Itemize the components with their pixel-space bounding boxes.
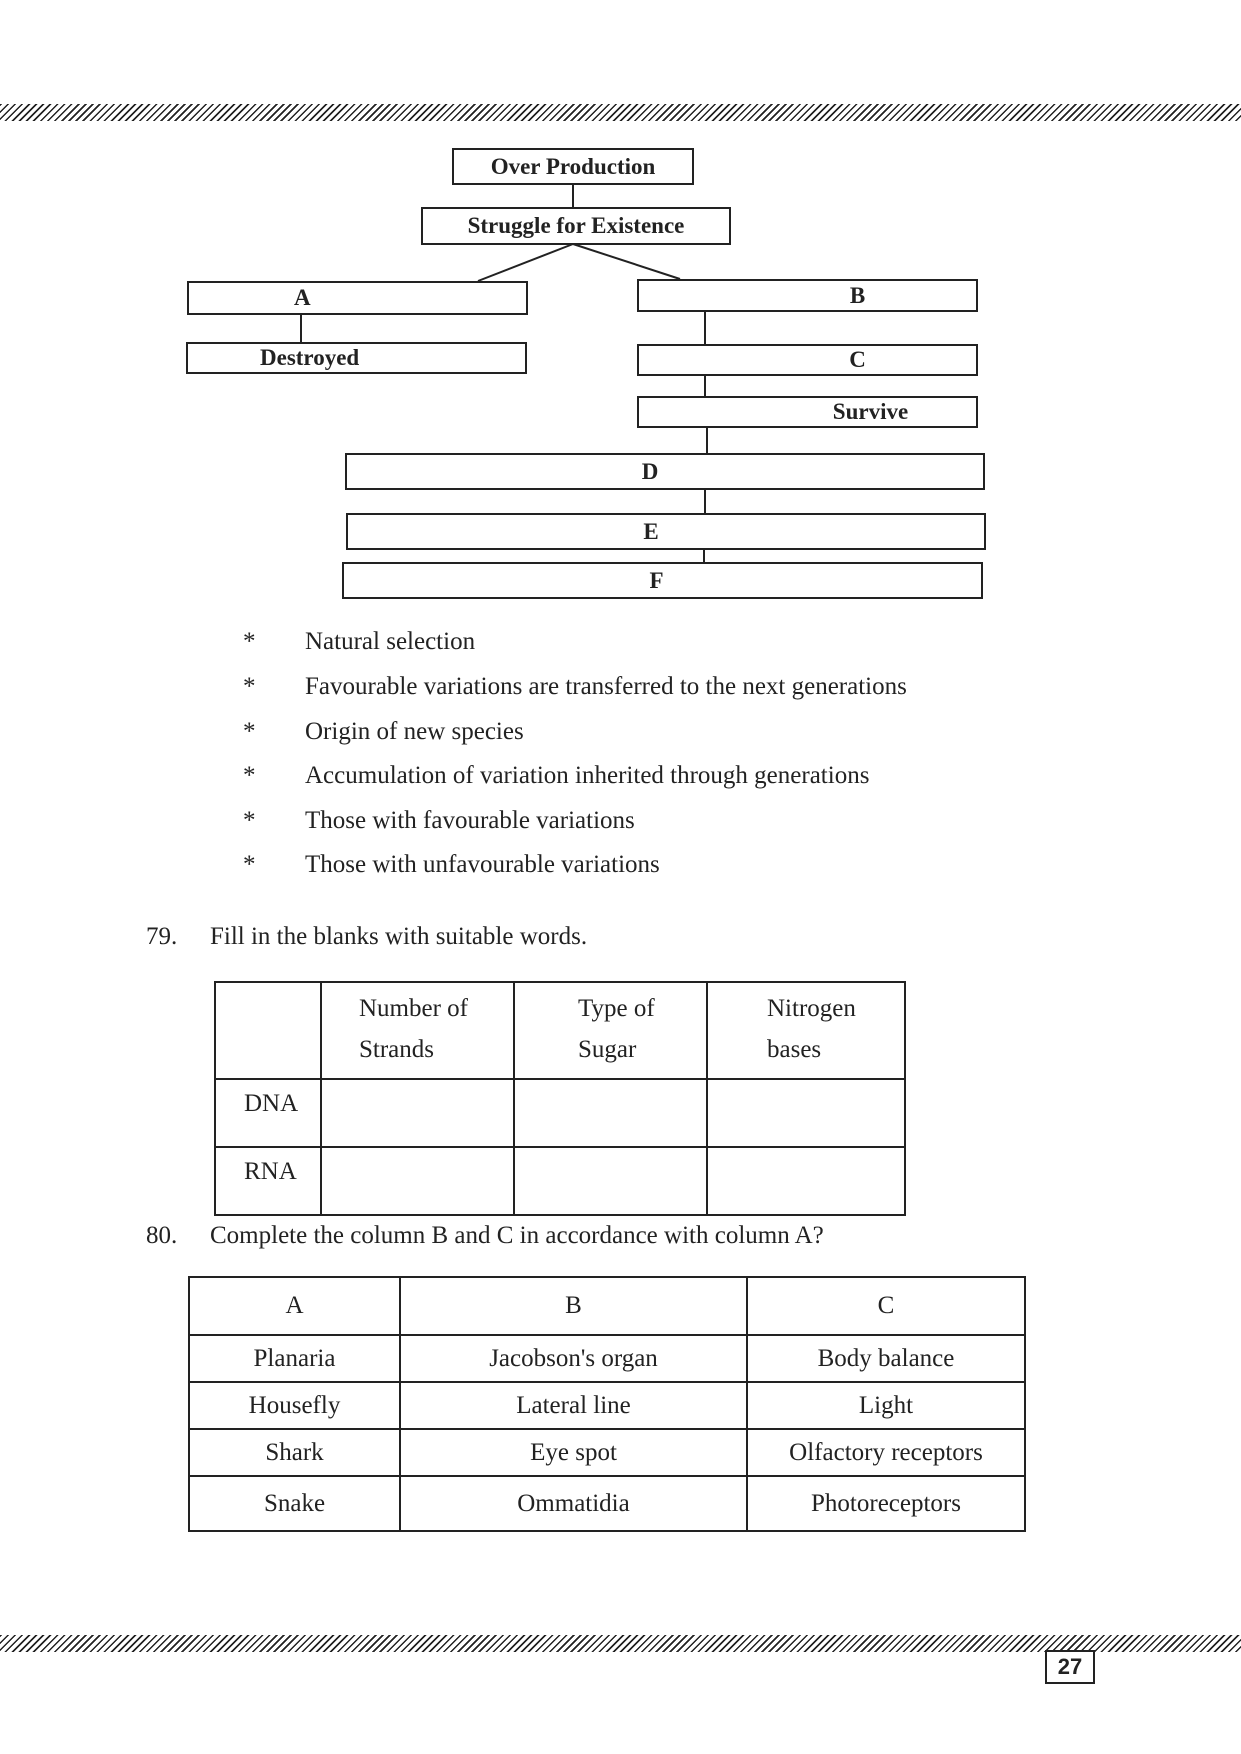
corner-cell (215, 982, 321, 1079)
option-item: * Accumulation of variation inherited through generations (243, 762, 870, 789)
header-cell: C (747, 1277, 1025, 1335)
box-c: C (637, 344, 978, 376)
box-d: D (345, 453, 985, 490)
table-row (189, 1335, 1025, 1382)
table-cell: Ommatidia (400, 1476, 747, 1531)
page-number: 27 (1045, 1650, 1095, 1684)
question-text: Complete the column B and C in accordance with column A? (210, 1222, 824, 1249)
table-cell: Snake (189, 1476, 400, 1531)
table-header-row (189, 1277, 1025, 1335)
box-e: E (346, 513, 986, 550)
header-cell: Nitrogen bases (707, 982, 905, 1079)
blank-cell (707, 1079, 905, 1147)
box-b: B (637, 279, 978, 312)
question-text: Fill in the blanks with suitable words. (210, 923, 588, 950)
box-struggle-for-existence: Struggle for Existence (421, 207, 731, 245)
connector-struggle-b (573, 244, 680, 279)
header-cell: Type of Sugar (514, 982, 707, 1079)
table-row (189, 1476, 1025, 1531)
table-cell: Planaria (189, 1335, 400, 1382)
natural-selection-flowchart (0, 0, 1241, 620)
option-item: * Favourable variations are transferred to the next generations (243, 673, 907, 700)
box-survive: Survive (637, 396, 978, 428)
table-cell: Shark (189, 1429, 400, 1476)
option-item: * Those with unfavourable variations (243, 851, 660, 878)
header-cell: A (189, 1277, 400, 1335)
option-item: * Natural selection (243, 628, 476, 655)
blank-cell (321, 1147, 514, 1215)
option-item: * Those with favourable variations (243, 807, 635, 834)
box-a: A (187, 281, 528, 315)
table-cell: Jacobson's organ (400, 1335, 747, 1382)
header-cell: B (400, 1277, 747, 1335)
box-f: F (342, 562, 983, 599)
row-label: DNA (215, 1079, 321, 1147)
table-cell: Eye spot (400, 1429, 747, 1476)
blank-cell (514, 1147, 707, 1215)
dna-rna-table (214, 981, 906, 1216)
box-over-production: Over Production (452, 148, 694, 185)
blank-cell (321, 1079, 514, 1147)
question-number: 80. (146, 1222, 178, 1249)
table-cell: Housefly (189, 1382, 400, 1429)
table-cell: Light (747, 1382, 1025, 1429)
question-number: 79. (146, 923, 178, 950)
table-row (215, 1079, 905, 1147)
connector-struggle-a (478, 244, 573, 281)
table-header-row (215, 982, 905, 1079)
match-columns-table (188, 1276, 1026, 1532)
option-item: * Origin of new species (243, 718, 524, 745)
blank-cell (707, 1147, 905, 1215)
table-cell: Body balance (747, 1335, 1025, 1382)
blank-cell (514, 1079, 707, 1147)
table-cell: Photoreceptors (747, 1476, 1025, 1531)
table-row (189, 1429, 1025, 1476)
table-cell: Lateral line (400, 1382, 747, 1429)
table-cell: Olfactory receptors (747, 1429, 1025, 1476)
row-label: RNA (215, 1147, 321, 1215)
table-row (215, 1147, 905, 1215)
header-cell: Number of Strands (321, 982, 514, 1079)
table-row (189, 1382, 1025, 1429)
box-destroyed: Destroyed (186, 342, 527, 374)
